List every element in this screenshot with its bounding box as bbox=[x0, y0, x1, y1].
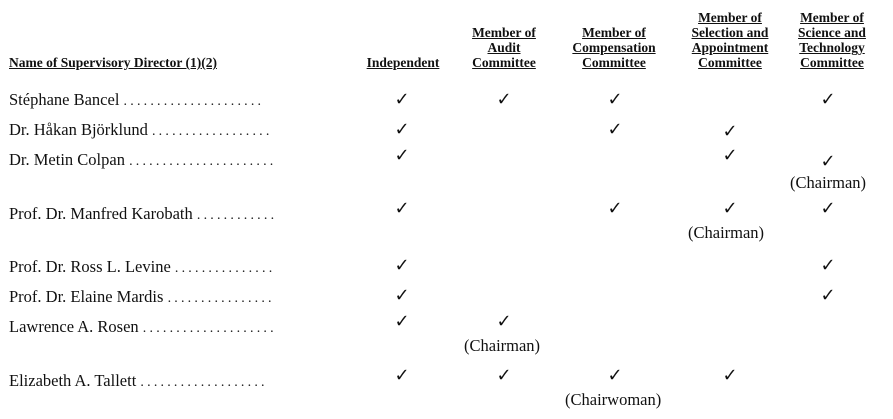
role-note: (Chairman) bbox=[464, 336, 541, 355]
role-note: (Chairwoman) bbox=[565, 390, 662, 409]
director-name: Prof. Dr. Elaine Mardis ................ bbox=[9, 287, 275, 306]
header-name: Name of Supervisory Director (1)(2) bbox=[9, 55, 217, 70]
check-compensation: ✓ bbox=[607, 119, 623, 140]
director-name: Lawrence A. Rosen .................... bbox=[9, 317, 277, 336]
check-science: ✓ bbox=[820, 285, 836, 306]
check-audit: ✓ bbox=[496, 365, 512, 386]
check-audit: ✓ bbox=[496, 89, 512, 110]
header-selection: Member of Selection and Appointment Committee bbox=[691, 10, 769, 70]
check-science: ✓ bbox=[820, 151, 836, 172]
header-science: Member of Science and Technology Committee bbox=[798, 10, 866, 70]
check-selection: ✓ bbox=[722, 121, 738, 142]
role-note: (Chairman) bbox=[790, 173, 867, 192]
role-note: (Chairman) bbox=[688, 223, 765, 242]
check-compensation: ✓ bbox=[607, 89, 623, 110]
check-compensation: ✓ bbox=[607, 365, 623, 386]
check-independent: ✓ bbox=[394, 311, 410, 332]
check-independent: ✓ bbox=[394, 198, 410, 219]
header-independent: Independent bbox=[366, 55, 440, 70]
check-independent: ✓ bbox=[394, 119, 410, 140]
director-name: Stéphane Bancel ..................... bbox=[9, 90, 265, 109]
director-name: Dr. Metin Colpan ...................... bbox=[9, 150, 277, 169]
check-selection: ✓ bbox=[722, 145, 738, 166]
check-independent: ✓ bbox=[394, 145, 410, 166]
check-audit: ✓ bbox=[496, 311, 512, 332]
director-name: Prof. Dr. Ross L. Levine ............... bbox=[9, 257, 276, 276]
header-compensation: Member of Compensation Committee bbox=[572, 25, 656, 70]
check-independent: ✓ bbox=[394, 89, 410, 110]
director-name: Elizabeth A. Tallett ................... bbox=[9, 371, 268, 390]
check-selection: ✓ bbox=[722, 365, 738, 386]
check-science: ✓ bbox=[820, 255, 836, 276]
header-audit: Member of Audit Committee bbox=[472, 25, 536, 70]
check-independent: ✓ bbox=[394, 255, 410, 276]
check-compensation: ✓ bbox=[607, 198, 623, 219]
check-science: ✓ bbox=[820, 198, 836, 219]
check-selection: ✓ bbox=[722, 198, 738, 219]
director-name: Dr. Håkan Björklund .................. bbox=[9, 120, 273, 139]
check-independent: ✓ bbox=[394, 365, 410, 386]
check-independent: ✓ bbox=[394, 285, 410, 306]
check-science: ✓ bbox=[820, 89, 836, 110]
director-name: Prof. Dr. Manfred Karobath ............ bbox=[9, 204, 278, 223]
